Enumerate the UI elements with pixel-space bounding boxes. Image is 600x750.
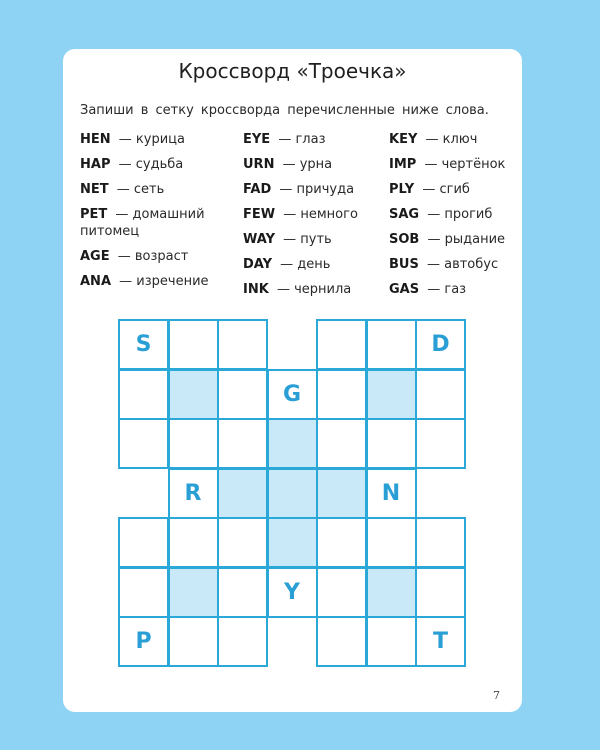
english-word: IMP [389,157,417,172]
grid-cell[interactable] [217,567,268,618]
english-word: SAG [389,207,420,222]
word-item [389,256,519,273]
word-item [80,248,230,265]
instruction-text: Запиши в сетку кроссворда перечисленные ниже слова. [80,103,489,118]
word-item [243,131,378,148]
word-item [80,181,230,198]
grid-cell[interactable] [217,319,268,370]
english-word: INK [243,282,269,297]
grid-cell[interactable] [118,567,169,618]
translation: — судьба [118,157,184,172]
grid-cell-given-letter[interactable]: R [168,468,219,519]
translation: — сеть [116,182,165,197]
english-word: PLY [389,182,415,197]
english-word: SOB [389,232,420,247]
english-word: URN [243,157,275,172]
grid-cell-given-letter[interactable]: N [366,468,417,519]
translation: — прогиб [427,207,493,222]
grid-cell[interactable] [366,319,417,370]
grid-cell[interactable] [316,517,367,568]
english-word: AGE [80,249,110,264]
page-title: Кроссворд «Троечка» [178,59,407,83]
grid-cell[interactable] [118,418,169,469]
translation: — сгиб [422,182,470,197]
word-item [243,256,378,273]
word-item [389,206,519,223]
translation: — курица [118,132,185,147]
grid-cell[interactable] [316,468,367,519]
translation: — немного [283,207,358,222]
translation: — урна [282,157,333,172]
grid-cell[interactable] [118,369,169,420]
grid-cell[interactable] [415,567,466,618]
grid-cell[interactable] [316,616,367,667]
translation: — чертёнок [424,157,506,172]
word-column-1 [80,131,230,298]
grid-cell[interactable] [366,616,417,667]
grid-cell[interactable] [267,418,318,469]
grid-cell-given-letter[interactable]: S [118,319,169,370]
grid-cell[interactable] [316,418,367,469]
grid-cell[interactable] [168,418,219,469]
word-item [389,281,519,298]
english-word: KEY [389,132,418,147]
translation: — домашний питомец [80,207,205,239]
word-item [389,181,519,198]
word-item [389,231,519,248]
english-word: HAP [80,157,111,172]
translation: — день [280,257,331,272]
grid-cell[interactable] [217,468,268,519]
grid-cell-given-letter[interactable]: G [267,369,318,420]
translation: — чернила [276,282,352,297]
grid-cell[interactable] [217,517,268,568]
english-word: PET [80,207,108,222]
translation: — глаз [278,132,326,147]
word-column-2 [243,131,378,306]
word-item [80,206,230,240]
english-word: DAY [243,257,273,272]
english-word: GAS [389,282,420,297]
english-word: EYE [243,132,271,147]
grid-cell[interactable] [168,369,219,420]
grid-cell[interactable] [415,369,466,420]
grid-cell[interactable] [168,517,219,568]
grid-cell[interactable] [267,468,318,519]
translation: — путь [283,232,332,247]
crossword-grid [118,319,465,666]
translation: — причуда [279,182,355,197]
english-word: WAY [243,232,275,247]
grid-cell[interactable] [366,567,417,618]
grid-cell[interactable] [415,418,466,469]
translation: — возраст [117,249,189,264]
translation: — изречение [119,274,209,289]
grid-cell[interactable] [366,517,417,568]
translation: — рыдание [427,232,506,247]
grid-cell[interactable] [316,369,367,420]
grid-cell-given-letter[interactable]: D [415,319,466,370]
grid-cell[interactable] [366,369,417,420]
english-word: ANA [80,274,112,289]
english-word: FEW [243,207,276,222]
translation: — ключ [425,132,478,147]
word-item [80,131,230,148]
worksheet-card [63,49,522,712]
grid-cell[interactable] [118,517,169,568]
grid-cell[interactable] [168,616,219,667]
translation: — газ [427,282,467,297]
word-item [389,131,519,148]
english-word: NET [80,182,109,197]
word-item [243,181,378,198]
grid-cell-given-letter[interactable]: T [415,616,466,667]
grid-cell[interactable] [316,567,367,618]
grid-cell[interactable] [217,369,268,420]
word-column-3 [389,131,519,306]
word-item [243,231,378,248]
grid-cell[interactable] [415,517,466,568]
page-number: 7 [493,689,500,702]
word-item [80,156,230,173]
grid-cell[interactable] [366,418,417,469]
english-word: BUS [389,257,419,272]
word-item [80,273,230,290]
english-word: FAD [243,182,272,197]
grid-cell[interactable] [217,418,268,469]
word-item [243,206,378,223]
word-item [243,156,378,173]
grid-cell[interactable] [168,567,219,618]
translation: — автобус [426,257,499,272]
grid-cell[interactable] [267,517,318,568]
english-word: HEN [80,132,111,147]
grid-cell-given-letter[interactable]: P [118,616,169,667]
word-item [243,281,378,298]
grid-cell-given-letter[interactable]: Y [267,567,318,618]
grid-cell[interactable] [316,319,367,370]
grid-cell[interactable] [168,319,219,370]
word-item [389,156,519,173]
grid-cell[interactable] [217,616,268,667]
